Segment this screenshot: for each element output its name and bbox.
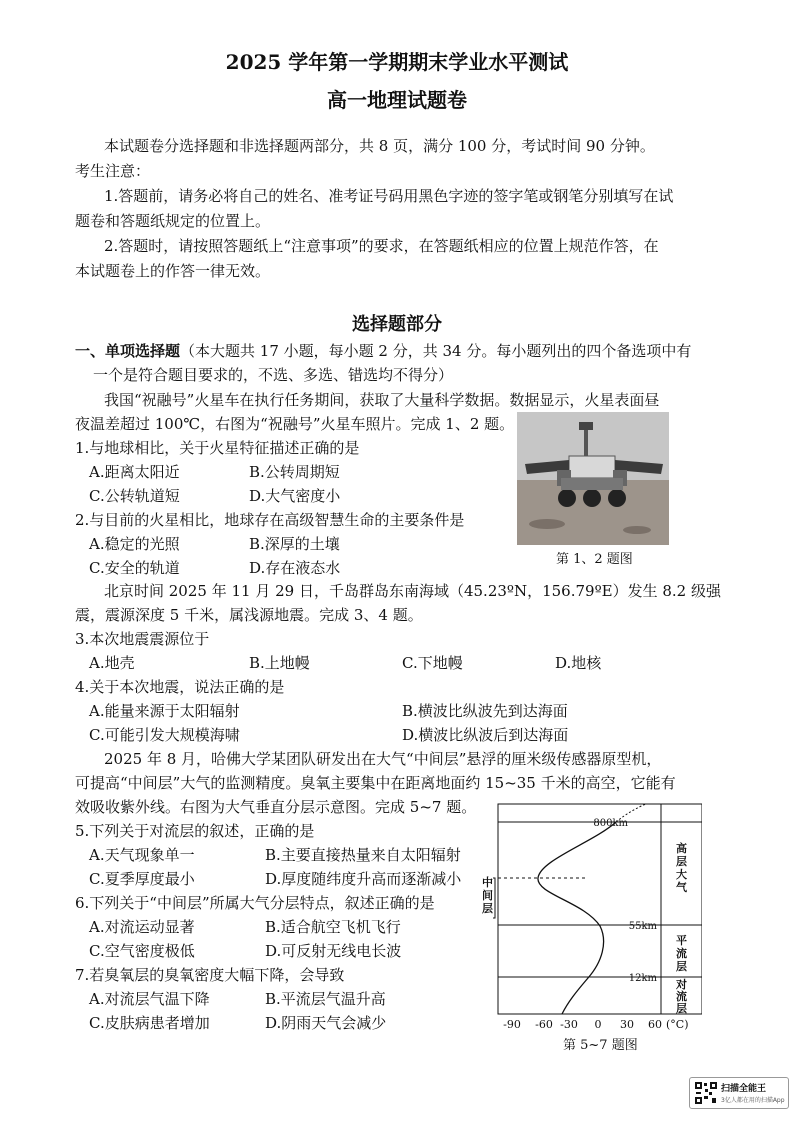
q7-stem: 7.若臭氧层的臭氧密度大幅下降，会导致 (75, 966, 345, 984)
x-tick-label: -90 (503, 1018, 521, 1031)
q2-option-b: B.深厚的土壤 (249, 535, 340, 553)
atmosphere-chart (476, 802, 702, 1032)
q6-option-c: C.空气密度极低 (89, 942, 195, 960)
temperature-curve (538, 822, 616, 1014)
q5-option-a: A.天气现象单一 (89, 846, 195, 864)
q4-stem: 4.关于本次地震，说法正确的是 (75, 678, 285, 696)
q3-option-b: B.上地幔 (249, 654, 310, 672)
x-tick-label: 30 (620, 1018, 634, 1031)
notice-title: 考生注意： (75, 162, 151, 180)
rover-photo (517, 412, 669, 545)
passage2-line1: 北京时间 2025 年 11 月 29 日，千岛群岛东南海域（45.23ºN，156.79ºE）发生 8.2 级强 (104, 582, 721, 600)
q2-option-c: C.安全的轨道 (89, 559, 180, 577)
passage1-line2: 夜温差超过 100℃，右图为“祝融号”火星车照片。完成 1、2 题。 (75, 415, 515, 433)
q4-option-b: B.横波比纵波先到达海面 (402, 702, 568, 720)
x-tick-label: -60 (535, 1018, 553, 1031)
layer-label-upper: 高层大气 (676, 842, 687, 894)
q4-option-d: D.横波比纵波后到达海面 (402, 726, 569, 744)
passage3-line3: 效吸收紫外线。右图为大气垂直分层示意图。完成 5~7 题。 (75, 798, 477, 816)
photo-caption: 第 1、2 题图 (556, 552, 633, 567)
q1-option-c: C.公转轨道短 (89, 487, 180, 505)
q7-option-b: B.平流层气温升高 (265, 990, 386, 1008)
q1-option-d: D.大气密度小 (249, 487, 341, 505)
q5-stem: 5.下列关于对流层的叙述，正确的是 (75, 822, 315, 840)
part-desc: （本大题共 17 小题，每小题 2 分，共 34 分。每小题列出的四个备选项中有 (180, 342, 692, 360)
q2-option-d: D.存在液态水 (249, 559, 341, 577)
q6-stem: 6.下列关于“中间层”所属大气分层特点，叙述正确的是 (75, 894, 435, 912)
passage3-line1: 2025 年 8 月，哈佛大学某团队研发出在大气“中间层”悬浮的厘米级传感器原型机， (104, 750, 662, 768)
q4-option-c: C.可能引发大规模海啸 (89, 726, 240, 744)
layer-label-troposphere: 对流层 (676, 978, 687, 1015)
q2-stem: 2.与目前的火星相比，地球存在高级智慧生命的主要条件是 (75, 511, 465, 529)
q4-option-a: A.能量来源于太阳辐射 (89, 702, 240, 720)
passage2-line2: 震，震源深度 5 千米，属浅源地震。完成 3、4 题。 (75, 606, 423, 624)
part-heading (75, 340, 691, 361)
q6-option-a: A.对流运动显著 (89, 918, 195, 936)
q1-option-a: A.距离太阳近 (89, 463, 180, 481)
part-desc-2: 一个是符合题目要求的，不选、多选、错选均不得分） (93, 366, 454, 384)
q7-option-a: A.对流层气温下降 (89, 990, 210, 1008)
q5-option-c: C.夏季厚度最小 (89, 870, 195, 888)
q7-option-d: D.阴雨天气会减少 (265, 1014, 387, 1032)
q3-option-c: C.下地幔 (402, 654, 463, 672)
scanner-subtitle: 3亿人都在用的扫描App (721, 1097, 785, 1104)
part-label: 一、单项选择题 (75, 342, 181, 360)
boundary-label-55km: 55km (628, 921, 657, 932)
q5-option-d: D.厚度随纬度升高而逐渐减小 (265, 870, 462, 888)
mesosphere-label: 中间层 (482, 876, 493, 915)
section-title: 选择题部分 (352, 314, 442, 335)
rover-illustration (517, 412, 669, 545)
q1-stem: 1.与地球相比，关于火星特征描述正确的是 (75, 439, 360, 457)
boundary-label-800km: 800km (593, 818, 628, 829)
layer-label-stratosphere: 平流层 (676, 934, 687, 973)
notice-1a: 1.答题前，请务必将自己的姓名、准考证号码用黑色字迹的签字笔或钢笔分别填写在试 (104, 187, 674, 205)
passage1-line1: 我国“祝融号”火星车在执行任务期间，获取了大量科学数据。数据显示，火星表面昼 (104, 391, 660, 409)
q6-option-b: B.适合航空飞机飞行 (265, 918, 401, 936)
notice-2a: 2.答题时，请按照答题纸上“注意事项”的要求，在答题纸相应的位置上规范作答，在 (104, 237, 659, 255)
notice-1b: 题卷和答题纸规定的位置上。 (75, 212, 271, 230)
exam-subtitle: 高一地理试题卷 (327, 88, 467, 112)
scanner-badge (689, 1077, 789, 1109)
x-tick-label: -30 (560, 1018, 578, 1031)
exam-title: 2025 学年第一学期期末学业水平测试 (225, 50, 569, 74)
q7-option-c: C.皮肤病患者增加 (89, 1014, 210, 1032)
chart-caption: 第 5~7 题图 (563, 1038, 638, 1053)
q6-option-d: D.可反射无线电长波 (265, 942, 402, 960)
q3-option-d: D.地核 (555, 654, 602, 672)
passage3-line2: 可提高“中间层”大气的监测精度。臭氧主要集中在距离地面约 15~35 千米的高空，它能有 (75, 774, 676, 792)
qr-code-icon (694, 1081, 718, 1105)
scanner-app-name: 扫描全能王 (721, 1084, 767, 1094)
intro-line: 本试题卷分选择题和非选择题两部分，共 8 页，满分 100 分，考试时间 90 分钟。 (104, 137, 655, 155)
x-axis-unit: (°C) (666, 1018, 689, 1031)
q5-option-b: B.主要直接热量来自太阳辐射 (265, 846, 461, 864)
q1-option-b: B.公转周期短 (249, 463, 340, 481)
q3-stem: 3.本次地震震源位于 (75, 630, 210, 648)
x-tick-label: 60 (648, 1018, 662, 1031)
q3-option-a: A.地壳 (89, 654, 135, 672)
q2-option-a: A.稳定的光照 (89, 535, 180, 553)
x-tick-label: 0 (594, 1018, 602, 1031)
boundary-label-12km: 12km (628, 973, 657, 984)
notice-2b: 本试题卷上的作答一律无效。 (75, 262, 271, 280)
